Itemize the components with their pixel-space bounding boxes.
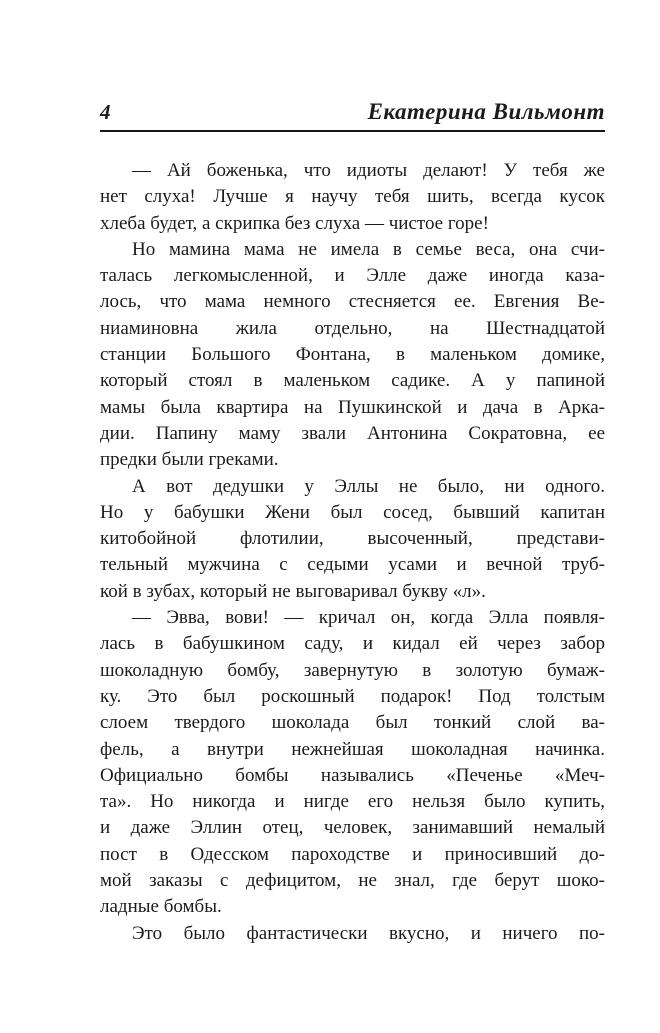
page-number: 4 [100,100,111,124]
text-line: станции Большого Фонтана, в маленьком домике, [100,344,605,366]
paragraph [100,474,605,605]
text-line: Это было фантастически вкусно, и ничего по- [132,922,605,944]
text-line: ладные бомбы. [100,896,222,918]
text-line: ниаминовна жила отдельно, на Шестнадцатой [100,317,605,339]
text-line: пост в Одесском пароходстве и приносивший до- [100,843,605,865]
paragraph [100,605,605,921]
text-line: мой заказы с дефицитом, не знал, где берут шоко- [100,870,605,892]
page-header [100,100,605,132]
text-line: Официально бомбы назывались «Печенье «Меч- [100,764,605,786]
text-line: тельный мужчина с седыми усами и вечной труб- [100,554,605,576]
text-line: шоколадную бомбу, завернутую в золотую бумаж- [100,659,605,681]
text-line: фель, а внутри нежнейшая шоколадная начинка. [100,738,605,760]
paragraph [100,237,605,474]
text-line: лась в бабушкином саду, и кидал ей через забор [100,633,605,655]
text-line: слоем твердого шоколада был тонкий слой ва- [100,712,605,734]
text-line: — Эвва, вови! — кричал он, когда Элла появля- [132,607,605,629]
text-line: кой в зубах, который не выговаривал букву «л». [100,580,486,602]
text-line: хлеба будет, а скрипка без слуха — чистое горе! [100,212,489,234]
paragraph [100,158,605,237]
text-line: та». Но никогда и нигде его нельзя было купить, [100,791,605,813]
text-line: мамы была квартира на Пушкинской и дача в Арка- [100,396,605,418]
text-line: — Ай боженька, что идиоты делают! У тебя же [132,160,605,181]
text-line: китобойной флотилии, высоченный, представи- [100,528,605,550]
paragraph [100,921,605,947]
author-name: Екатерина Вильмонт [367,99,605,124]
text-line: предки были греками. [100,449,279,471]
page-text [100,158,605,947]
text-line: лось, что мама немного стесняется ее. Евгения Ве- [100,291,605,313]
text-line: нет слуха! Лучше я научу тебя шить, всегда кусок [100,186,605,208]
text-line: Но у бабушки Жени был сосед, бывший капитан [100,501,605,523]
text-line: А вот дедушки у Эллы не было, ни одного. [132,475,605,497]
text-line: который стоял в маленьком садике. А у папиной [100,370,605,392]
text-line: дии. Папину маму звали Антонина Сократовна, ее [100,422,605,444]
text-line: талась легкомысленной, и Элле даже иногда каза- [100,265,605,287]
text-line: Но мамина мама не имела в семье веса, она счи- [132,238,605,260]
text-line: ку. Это был роскошный подарок! Под толстым [100,685,605,707]
text-line: и даже Эллин отец, человек, занимавший немалый [100,817,605,839]
